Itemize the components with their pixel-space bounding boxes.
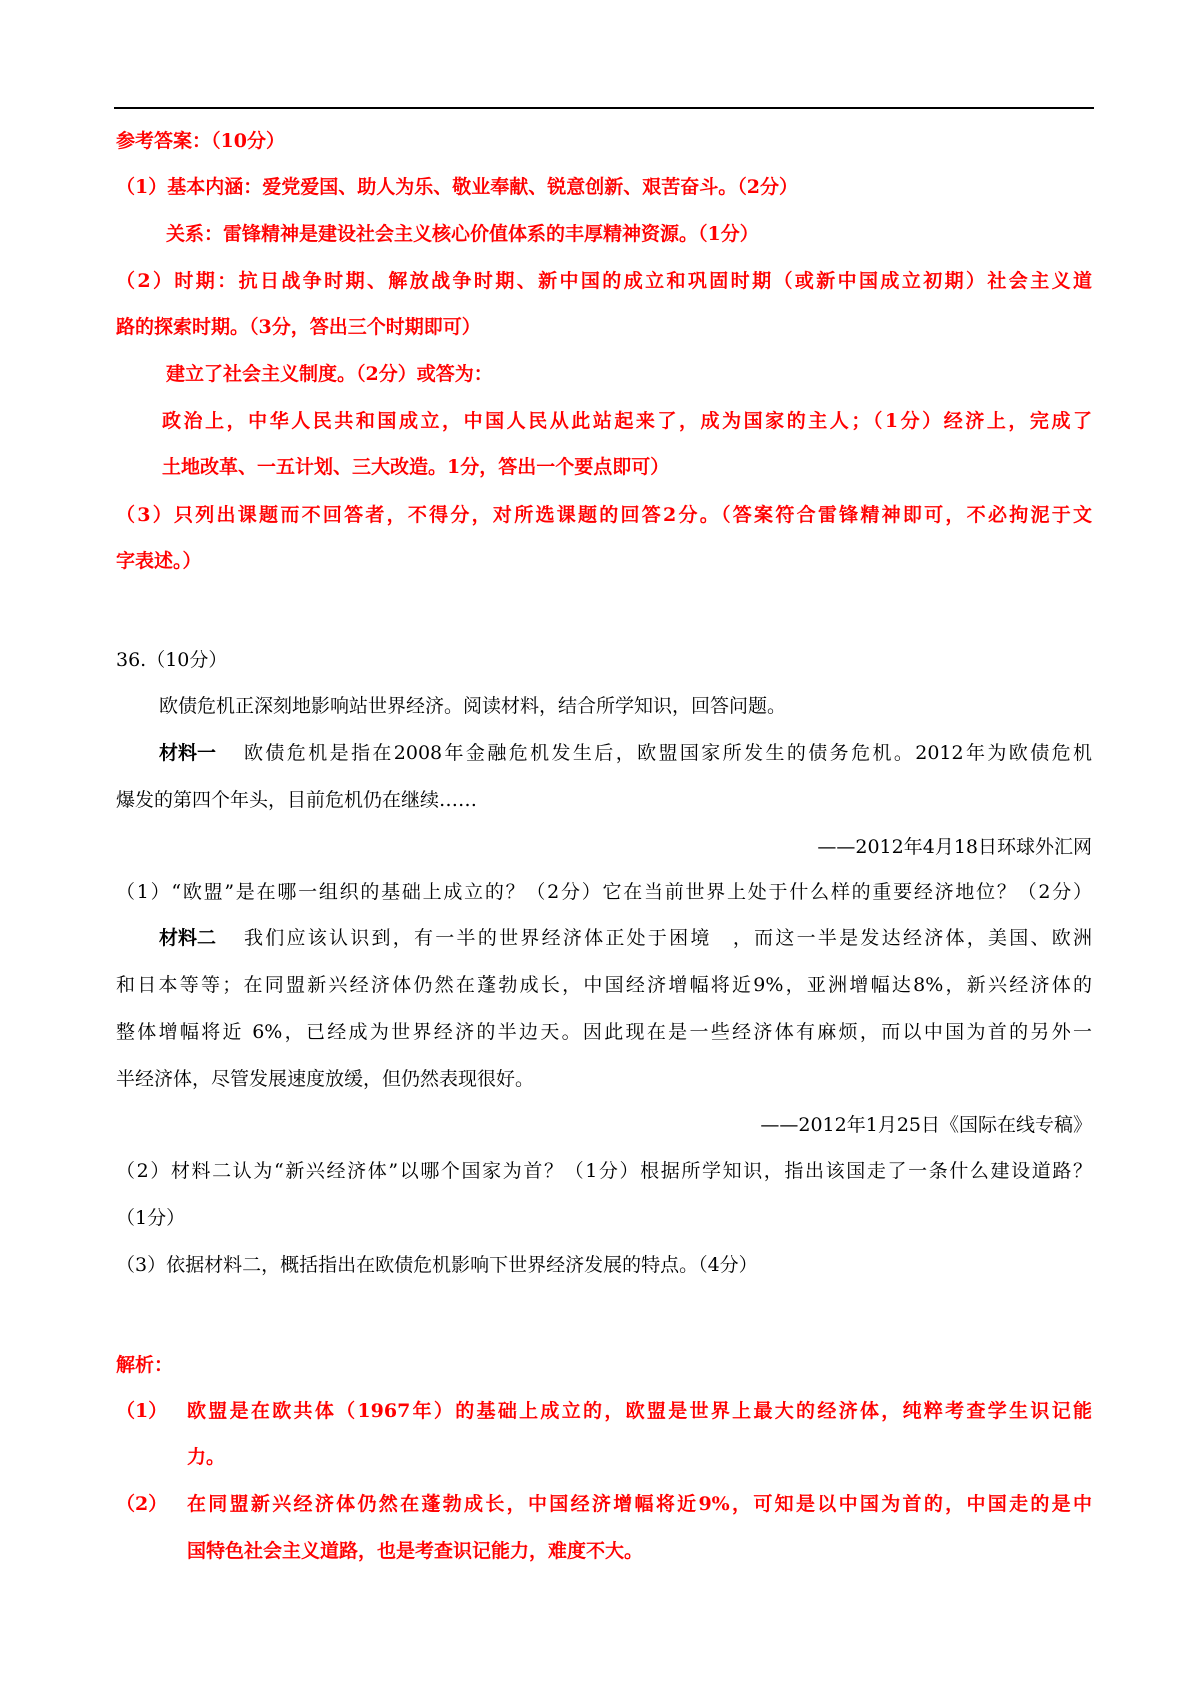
material-1-source: ——2012年4月18日环球外汇网 [817,836,1092,858]
question-2-line-2: （1分） [116,1207,186,1229]
analysis-1-line-1: 欧盟是在欧共体（1967年）的基础上成立的，欧盟是世界上最大的经济体，纯粹考查学生识记能 [187,1400,1092,1422]
answer-line-2: 关系：雷锋精神是建设社会主义核心价值体系的丰厚精神资源。（1分） [166,223,759,245]
material-2-line-1: 我们应该认识到，有一半的世界经济体正处于困境 ，而这一半是发达经济体，美国、欧洲 [244,927,1092,949]
question-number: 36.（10分） [116,649,228,671]
material-2-source: ——2012年1月25日《国际在线专稿》 [760,1114,1092,1136]
answer-title: 参考答案：（10分） [116,130,285,152]
material-2-line-4: 半经济体，尽管发展速度放缓，但仍然表现很好。 [116,1068,535,1090]
analysis-title: 解析： [116,1354,174,1376]
answer-line-4: 路的探索时期。（3分，答出三个时期即可） [116,316,481,338]
answer-line-9: 字表述。） [116,550,202,572]
answer-line-6: 政治上，中华人民共和国成立，中国人民从此站起来了，成为国家的主人；（1分）经济上，完成了 [162,410,1092,432]
analysis-1-number: （1） [116,1400,168,1422]
answer-line-7: 土地改革、一五计划、三大改造。1分，答出一个要点即可） [162,456,670,478]
answer-line-3: （2）时期：抗日战争时期、解放战争时期、新中国的成立和巩固时期（或新中国成立初期）社会主义道 [116,270,1092,292]
answer-line-5: 建立了社会主义制度。（2分）或答为： [166,363,493,385]
analysis-2-line-1: 在同盟新兴经济体仍然在蓬勃成长，中国经济增幅将近9%，可知是以中国为首的，中国走的是中 [187,1493,1092,1515]
question-2-line-1: （2）材料二认为“新兴经济体”以哪个国家为首？（1分）根据所学知识，指出该国走了一条什么建设道路？ [116,1160,1092,1182]
answer-line-8: （3）只列出课题而不回答者，不得分，对所选课题的回答2分。（答案符合雷锋精神即可，不必拘泥于文 [116,504,1092,526]
header-rule [114,107,1094,109]
question-3: （3）依据材料二，概括指出在欧债危机影响下世界经济发展的特点。（4分） [116,1254,758,1276]
material-1-line-1: 欧债危机是指在2008年金融危机发生后，欧盟国家所发生的债务危机。2012年为欧债危机 [244,742,1092,764]
answer-line-1: （1）基本内涵：爱党爱国、助人为乐、敬业奉献、锐意创新、艰苦奋斗。（2分） [116,176,798,198]
analysis-2-number: （2） [116,1493,168,1515]
material-2-label: 材料二 [159,927,217,949]
analysis-2-line-2: 国特色社会主义道路，也是考查识记能力，难度不大。 [187,1540,644,1562]
material-2-line-2: 和日本等等；在同盟新兴经济体仍然在蓬勃成长，中国经济增幅将近9%，亚洲增幅达8%，新兴经济体的 [116,974,1092,996]
material-1-line-2: 爆发的第四个年头，目前危机仍在继续…… [116,789,478,811]
material-2-line-3: 整体增幅将近 6%，已经成为世界经济的半边天。因此现在是一些经济体有麻烦，而以中国为首的另外一 [116,1021,1092,1043]
question-1: （1）“欧盟”是在哪一组织的基础上成立的？（2分）它在当前世界上处于什么样的重要经济地位？（2分） [116,881,1092,903]
analysis-1-line-2: 力。 [187,1446,226,1468]
question-intro: 欧债危机正深刻地影响站世界经济。阅读材料，结合所学知识，回答问题。 [159,695,787,717]
material-1-label: 材料一 [159,742,217,764]
